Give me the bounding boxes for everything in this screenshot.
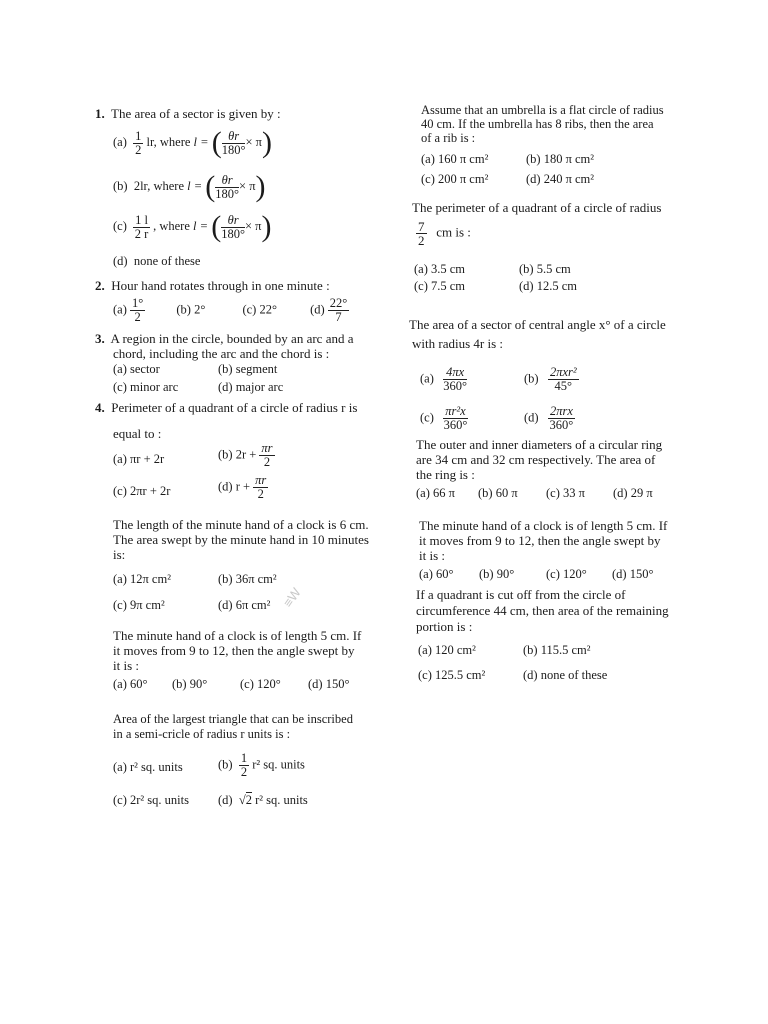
q5-option-a: (a) 12π cm² bbox=[113, 572, 171, 586]
rq5-stem-line1: The minute hand of a clock is of length 5 cm. If bbox=[419, 518, 668, 533]
rq1-option-c: (c) 200 π cm² bbox=[421, 172, 489, 186]
q4-option-c: (c) 2πr + 2r bbox=[113, 484, 171, 498]
rq3-option-a: (a) $\frac{4\pi x}{360^\circ}$ bbox=[420, 365, 467, 393]
q6-stem-line1: The minute hand of a clock is of length 5 cm. If bbox=[113, 628, 362, 643]
rq4-option-c: (c) 33 π bbox=[546, 486, 585, 500]
q4-option-b: (b) 2r + $\frac{\pi r}{2}$ bbox=[218, 441, 273, 469]
rq6-stem-line3: portion is : bbox=[416, 619, 473, 634]
rq1-stem-line2: 40 cm. If the umbrella has 8 ribs, then the area bbox=[421, 117, 654, 131]
rq3-stem-line1: The area of a sector of central angle x° of a circle bbox=[409, 317, 666, 332]
watermark: ≡W bbox=[280, 585, 304, 610]
rq2-stem-line1: The perimeter of a quadrant of a circle of radius bbox=[412, 200, 662, 215]
q6-option-b: (b) 90° bbox=[172, 677, 208, 691]
rq5-stem-line3: it is : bbox=[419, 548, 446, 563]
q7-stem-line2: in a semi-cricle of radius r units is : bbox=[113, 727, 291, 741]
rq2-option-d: (d) 12.5 cm bbox=[519, 279, 577, 293]
q3-option-c: (c) minor arc bbox=[113, 380, 179, 394]
rq6-option-a: (a) 120 cm² bbox=[418, 643, 476, 657]
rq3-option-b: (b) $\frac{\text{2πxr²}}{45^\circ}$ bbox=[524, 365, 577, 393]
q6-stem-line3: it is : bbox=[113, 658, 140, 673]
rq4-option-b: (b) 60 π bbox=[478, 486, 518, 500]
q1-option-d: (d) none of these bbox=[113, 254, 201, 268]
rq6-option-d: (d) none of these bbox=[523, 668, 608, 682]
q3-stem-line1: 3. A region in the circle, bounded by an arc and a bbox=[95, 331, 354, 346]
rq6-option-c: (c) 125.5 cm² bbox=[418, 668, 486, 682]
q3-option-b: (b) segment bbox=[218, 362, 278, 376]
rq3-option-c: (c) $\frac{\text{πr²x}}{360^\circ}$ bbox=[420, 404, 468, 432]
q4-stem-line1: 4. Perimeter of a quadrant of a circle of radius r is bbox=[95, 400, 358, 415]
rq5-stem-line2: it moves from 9 to 12, then the angle swept by bbox=[419, 533, 661, 548]
rq1-option-a: (a) 160 π cm² bbox=[421, 152, 489, 166]
q6-stem-line2: it moves from 9 to 12, then the angle swept by bbox=[113, 643, 355, 658]
q6-option-d: (d) 150° bbox=[308, 677, 350, 691]
q7-option-c: (c) 2r² sq. units bbox=[113, 793, 189, 807]
rq6-option-b: (b) 115.5 cm² bbox=[523, 643, 591, 657]
q6-option-a: (a) 60° bbox=[113, 677, 148, 691]
q7-stem-line1: Area of the largest triangle that can be inscribed bbox=[113, 712, 353, 726]
rq5-option-b: (b) 90° bbox=[479, 567, 515, 581]
q7-option-a: (a) r² sq. units bbox=[113, 760, 183, 774]
rq2-stem-line2: $\frac{7}{2}$ cm is : bbox=[418, 219, 471, 248]
rq1-stem-line1: Assume that an umbrella is a flat circle of radius bbox=[421, 103, 664, 117]
q4-option-a: (a) πr + 2r bbox=[113, 452, 165, 466]
rq5-option-c: (c) 120° bbox=[546, 567, 587, 581]
q1-option-b: (b) 2lr, where l = ( $\frac{\theta r}{180^\circ}$ × π) bbox=[113, 170, 266, 203]
q1-option-a: (a) $\frac{1}{2}$ lr, where l = ( $\frac{\theta r}{180^\circ}$ × π) bbox=[113, 126, 272, 159]
q5-stem-line1: The length of the minute hand of a clock is 6 cm. bbox=[113, 517, 369, 532]
q5-stem-line3: is: bbox=[113, 547, 126, 562]
q5-option-b: (b) 36π cm² bbox=[218, 572, 277, 586]
q5-option-d: (d) 6π cm² bbox=[218, 598, 271, 612]
q1-option-c: (c) $\frac{1 l}{2 r}$ , where l = ( $\frac{\theta r}{180^\circ}$ × π) bbox=[113, 210, 272, 243]
rq4-stem-line1: The outer and inner diameters of a circular ring bbox=[416, 437, 663, 452]
rq4-stem-line3: the ring is : bbox=[416, 467, 475, 482]
rq5-option-d: (d) 150° bbox=[612, 567, 654, 581]
rq2-option-c: (c) 7.5 cm bbox=[414, 279, 466, 293]
q5-stem-line2: The area swept by the minute hand in 10 minutes bbox=[113, 532, 369, 547]
q6-option-c: (c) 120° bbox=[240, 677, 281, 691]
q7-option-d: (d) √2 r² sq. units bbox=[218, 793, 308, 807]
rq1-stem-line3: of a rib is : bbox=[421, 131, 476, 145]
q3-stem-line2: chord, including the arc and the chord is : bbox=[113, 346, 330, 361]
rq3-option-d: (d) $\frac{\text{2πrx}}{360^\circ}$ bbox=[524, 404, 574, 432]
rq2-option-b: (b) 5.5 cm bbox=[519, 262, 571, 276]
rq3-stem-line2: with radius 4r is : bbox=[412, 336, 503, 351]
q4-stem-line2: equal to : bbox=[113, 426, 162, 441]
rq5-option-a: (a) 60° bbox=[419, 567, 454, 581]
rq6-stem-line1: If a quadrant is cut off from the circle of bbox=[416, 587, 626, 602]
q7-option-b: (b) $\frac{1}{2}$ r² sq. units bbox=[218, 751, 305, 779]
rq2-option-a: (a) 3.5 cm bbox=[414, 262, 466, 276]
q2-options: (a) $\frac{1^\circ}{2}$ (b) 2° (c) 22° (d) $\frac{22^\circ}{7}$ bbox=[113, 296, 348, 324]
q3-option-a: (a) sector bbox=[113, 362, 160, 376]
q3-option-d: (d) major arc bbox=[218, 380, 284, 394]
rq6-stem-line2: circumference 44 cm, then area of the remaining bbox=[416, 603, 669, 618]
q5-option-c: (c) 9π cm² bbox=[113, 598, 165, 612]
rq4-stem-line2: are 34 cm and 32 cm respectively. The area of bbox=[416, 452, 656, 467]
rq1-option-d: (d) 240 π cm² bbox=[526, 172, 595, 186]
q2-stem: 2. Hour hand rotates through in one minute : bbox=[95, 278, 330, 293]
rq4-option-a: (a) 66 π bbox=[416, 486, 455, 500]
rq4-option-d: (d) 29 π bbox=[613, 486, 653, 500]
rq1-option-b: (b) 180 π cm² bbox=[526, 152, 595, 166]
q1-stem: 1. The area of a sector is given by : bbox=[95, 106, 281, 121]
q4-option-d: (d) r + $\frac{\pi r}{2}$ bbox=[218, 473, 267, 501]
